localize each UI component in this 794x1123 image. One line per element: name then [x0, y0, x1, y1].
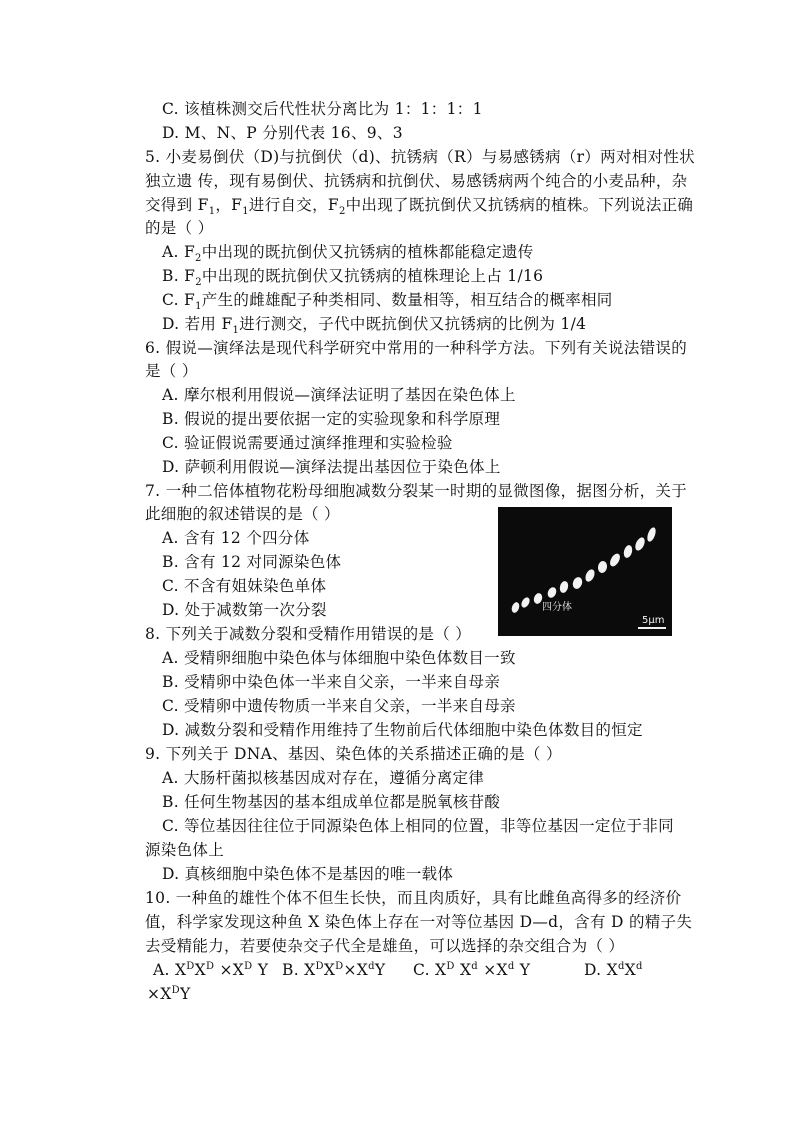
- q5-option-a: A. $F_2$中出现的既抗倒伏又抗锈病的植株都能稳定遗传: [162, 243, 534, 265]
- q6-stem-2: 是（ ）: [145, 362, 198, 380]
- q6-option-b: B. 假说的提出要依据一定的实验现象和科学原理: [162, 410, 501, 428]
- q4-option-d: D. M、N、P 分别代表 16、9、3: [162, 124, 403, 142]
- q9-stem: 9. 下列关于 DNA、基因、染色体的关系描述正确的是（ ）: [145, 745, 562, 763]
- q4-option-c: C. 该植株测交后代性状分离比为 1：1：1：1: [162, 100, 483, 118]
- q10-option-d: D. $X^dX^d$: [584, 960, 643, 979]
- chromosome-blob: [520, 596, 532, 609]
- chromosome-blob: [633, 536, 646, 552]
- q9-option-a: A. 大肠杆菌拟核基因成对存在，遵循分离定律: [162, 769, 485, 787]
- tetrad-label: 四分体: [542, 602, 572, 613]
- chromosome-blob: [608, 552, 622, 568]
- q9-option-b: B. 任何生物基因的基本组成单位都是脱氧核苷酸: [162, 793, 501, 811]
- chromosome-blob: [597, 560, 608, 573]
- q6-option-d: D. 萨顿利用假说—演绎法提出基因位于染色体上: [162, 458, 501, 476]
- q8-option-a: A. 受精卵细胞中染色体与体细胞中染色体数目一致: [162, 649, 516, 667]
- q10-stem-2: 值，科学家发现这种鱼 X 染色体上存在一对等位基因 D—d，含有 D 的精子失: [145, 913, 693, 931]
- q10-option-a: A. $X^DX^D \times X^D$ Y: [153, 960, 269, 979]
- scale-bar-label: 5μm: [642, 615, 665, 626]
- scale-bar: [638, 627, 666, 629]
- q7-stem-2: 此细胞的叙述错误的是（ ）: [145, 505, 340, 523]
- q10-option-d-cont: $\times X^DY$: [147, 984, 191, 1003]
- q7-option-b: B. 含有 12 对同源染色体: [162, 553, 342, 571]
- q5-option-b: B. $F_2$中出现的既抗倒伏又抗锈病的植株理论上占 1/16: [162, 267, 544, 289]
- q5-stem-1: 5. 小麦易倒伏（D)与抗倒伏（d)、抗锈病（R）与易感锈病（r）两对相对性状: [145, 148, 695, 166]
- q8-option-b: B. 受精卵中染色体一半来自父亲，一半来自母亲: [162, 673, 501, 691]
- q5-option-d: D. 若用 $F_1$进行测交，子代中既抗倒伏又抗锈病的比例为 1/4: [162, 315, 587, 337]
- q10-option-c: C. $X^D$ $X^d \times X^d$ Y: [413, 960, 531, 979]
- q8-option-d: D. 减数分裂和受精作用维持了生物前后代体细胞中染色体数目的恒定: [162, 721, 643, 739]
- q7-option-a: A. 含有 12 个四分体: [162, 529, 310, 547]
- q6-option-a: A. 摩尔根利用假说—演绎法证明了基因在染色体上: [162, 386, 516, 404]
- q10-stem-1: 10. 一种鱼的雄性个体不但生长快，而且肉质好，具有比雌鱼高得多的经济价: [145, 889, 682, 907]
- q5-stem-2: 独立遗 传，现有易倒伏、抗锈病和抗倒伏、易感锈病两个纯合的小麦品种，杂: [145, 172, 688, 190]
- micrograph-figure: [498, 507, 672, 636]
- chromosome-blob: [646, 526, 658, 542]
- q10-stem-3: 去受精能力，若要使杂交子代全是雄鱼，可以选择的杂交组合为（ ）: [145, 937, 625, 955]
- chromosome-blob: [571, 576, 584, 590]
- chromosome-blob: [559, 580, 570, 594]
- q8-option-c: C. 受精卵中遗传物质一半来自父亲，一半来自母亲: [162, 697, 516, 715]
- q10-option-b: B. $X^DX^D\times X^dY$: [282, 960, 386, 979]
- q7-option-c: C. 不含有姐妹染色单体: [162, 577, 327, 595]
- chromosome-blob: [584, 568, 597, 583]
- q7-option-d: D. 处于减数第一次分裂: [162, 601, 327, 619]
- q9-option-d: D. 真核细胞中染色体不是基因的唯一载体: [162, 865, 454, 883]
- q9-option-c-2: 源染色体上: [145, 841, 225, 859]
- chromosome-blob: [622, 544, 633, 559]
- q8-stem: 8. 下列关于减数分裂和受精作用错误的是（ ）: [145, 625, 472, 643]
- q6-option-c: C. 验证假说需要通过演绎推理和实验检验: [162, 434, 453, 452]
- q6-stem-1: 6. 假说—演绎法是现代科学研究中常用的一种科学方法。下列有关说法错误的: [145, 339, 688, 357]
- q7-stem-1: 7. 一种二倍体植物花粉母细胞减数分裂某一时期的显微图像，据图分析，关于: [145, 482, 688, 500]
- q5-option-c: C. $F_1$产生的雌雄配子种类相同、数量相等，相互结合的概率相同: [162, 291, 613, 313]
- q5-stem-4: 的是（ ）: [145, 219, 214, 237]
- chromosome-blob: [510, 601, 520, 614]
- q5-stem-3: 交得到 $F_1$，$F_1$进行自交，$F_2$中出现了既抗倒伏又抗锈病的植株。下列说法正确: [145, 196, 694, 218]
- q9-option-c-1: C. 等位基因往往位于同源染色体上相同的位置，非等位基因一定位于非同: [162, 817, 674, 835]
